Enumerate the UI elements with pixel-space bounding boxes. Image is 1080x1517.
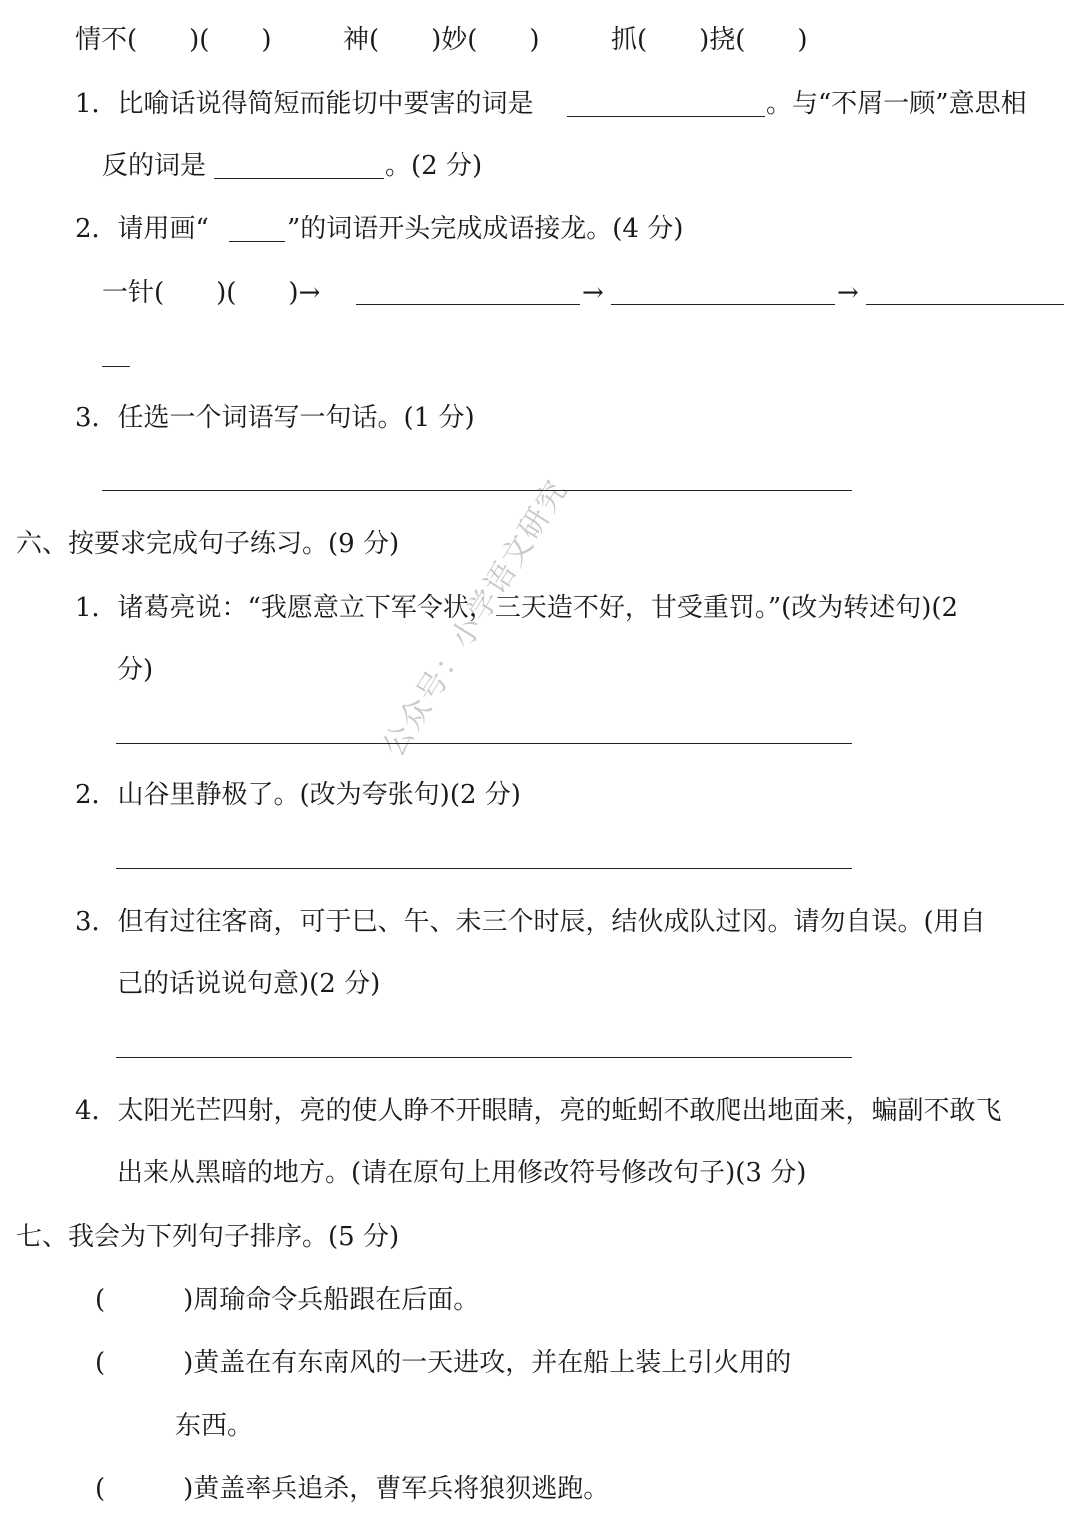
- question-5-1-line-2: 反的词是: [102, 151, 207, 181]
- question-6-2: 2．山谷里静极了。(改为夸张句)(2 分): [75, 780, 521, 810]
- ordering-item-2-line-2: 东西。: [175, 1411, 254, 1441]
- section-7-heading: 七、我会为下列句子排序。(5 分): [16, 1222, 400, 1252]
- answer-line[interactable]: [116, 1057, 852, 1058]
- chain-arrow: →: [582, 278, 604, 308]
- ordering-item-3: ( )黄盖率兵追杀，曹军兵将狼狈逃跑。: [95, 1474, 610, 1504]
- underline-sample: [229, 241, 285, 242]
- answer-line[interactable]: [116, 868, 852, 869]
- answer-blank[interactable]: [214, 178, 384, 179]
- answer-blank[interactable]: [567, 116, 765, 117]
- idiom-chain-start: 一针( )( )→: [102, 278, 321, 308]
- question-6-3-line-2: 己的话说说句意)(2 分): [117, 969, 381, 999]
- answer-blank[interactable]: [866, 304, 1064, 305]
- idiom-item-2: 神( )妙( ): [343, 25, 540, 55]
- question-6-4-line-1: 4．太阳光芒四射，亮的使人睁不开眼睛，亮的蚯蚓不敢爬出地面来，蝙副不敢飞: [75, 1096, 1002, 1126]
- section-6-heading: 六、按要求完成句子练习。(9 分): [16, 529, 400, 559]
- question-5-1-mid: 。与“不屑一顾”意思相: [766, 89, 1027, 119]
- answer-blank[interactable]: [356, 304, 580, 305]
- answer-blank[interactable]: [611, 304, 835, 305]
- question-5-3: 3．任选一个词语写一句话。(1 分): [75, 403, 475, 433]
- question-5-1-line-1: 1．比喻话说得简短而能切中要害的词是: [75, 89, 534, 119]
- ordering-item-2-line-1: ( )黄盖在有东南风的一天进攻，并在船上装上引火用的: [95, 1348, 792, 1378]
- answer-blank[interactable]: [102, 366, 130, 367]
- answer-line[interactable]: [102, 490, 852, 491]
- question-6-1-line-1: 1．诸葛亮说：“我愿意立下军令状，三天造不好，甘受重罚。”(改为转述句)(2: [75, 593, 959, 623]
- answer-line[interactable]: [116, 743, 852, 744]
- idiom-item-1: 情不( )( ): [75, 25, 272, 55]
- question-6-3-line-1: 3．但有过往客商，可于巳、午、未三个时辰，结伙成队过冈。请勿自误。(用自: [75, 907, 986, 937]
- chain-arrow: →: [837, 278, 859, 308]
- question-5-2-start: 2．请用画“: [75, 214, 209, 244]
- ordering-item-1: ( )周瑜命令兵船跟在后面。: [95, 1285, 480, 1315]
- question-6-4-line-2: 出来从黑暗的地方。(请在原句上用修改符号修改句子)(3 分): [117, 1158, 807, 1188]
- question-5-1-score: 。(2 分): [385, 151, 483, 181]
- idiom-item-3: 抓( )挠( ): [611, 25, 808, 55]
- question-6-1-line-2: 分): [117, 655, 154, 685]
- watermark: 公众号：小学语文研究: [376, 473, 576, 764]
- question-5-2-end: ”的词语开头完成成语接龙。(4 分): [287, 214, 684, 244]
